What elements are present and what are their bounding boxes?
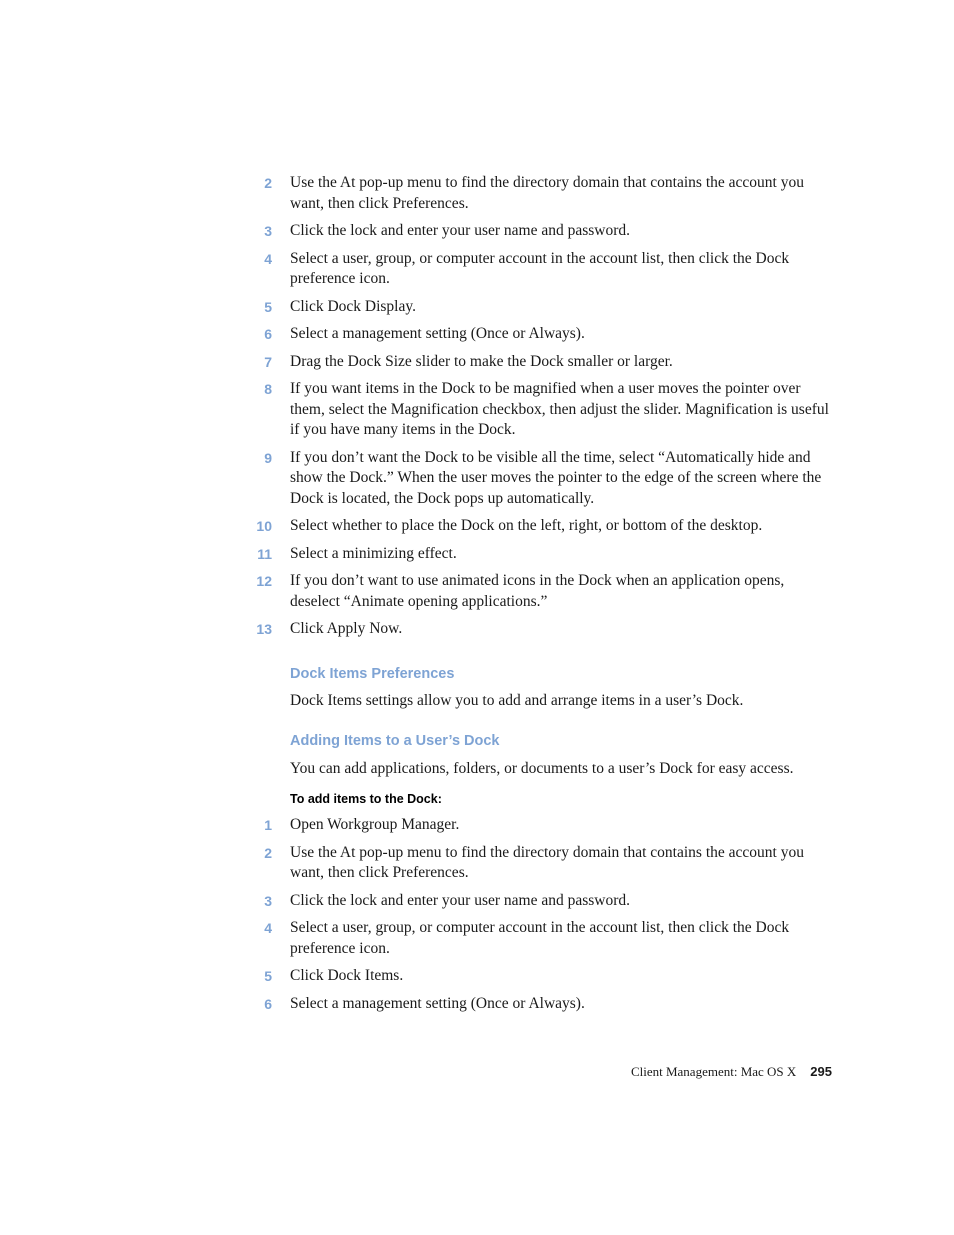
step-number: 2 [264, 844, 272, 861]
step-text: Click Dock Display. [290, 297, 416, 315]
steps-list-dock-display [0, 173, 954, 647]
step-number: 7 [264, 353, 272, 370]
step-text: Click Apply Now. [290, 620, 403, 637]
step-number: 9 [264, 449, 272, 466]
step-number: 3 [264, 223, 272, 239]
step-text: Click the lock and enter your user name and password. [290, 222, 631, 239]
list-item [0, 544, 954, 565]
list-item [0, 352, 954, 373]
list-item [0, 815, 954, 836]
section-body-adding-items: You can add applications, folders, or documents to a user’s Dock for easy access. [290, 760, 794, 777]
step-text: Select a user, group, or computer account in the account list, then click the Dock preference icon. [290, 249, 790, 287]
step-number: 3 [264, 892, 272, 909]
step-number: 2 [264, 175, 272, 191]
section-heading-dock-items-preferences: Dock Items Preferences [290, 666, 455, 682]
page-footer [0, 1063, 832, 1081]
step-text: Select a user, group, or computer account in the account list, then click the Dock preference icon. [290, 919, 790, 957]
footer-title: Client Management: Mac OS X [630, 1064, 797, 1079]
step-number: 8 [264, 381, 272, 397]
list-item [0, 891, 954, 912]
list-item [0, 516, 954, 537]
step-text: Open Workgroup Manager. [290, 816, 460, 833]
step-number: 13 [256, 621, 272, 637]
list-item [0, 619, 954, 640]
step-text: Use the At pop-up menu to find the directory domain that contains the account you want, then click Preferences. [290, 174, 804, 212]
list-item [0, 966, 954, 987]
step-text: Select a minimizing effect. [290, 544, 457, 562]
list-item [0, 249, 954, 290]
list-item [0, 448, 954, 510]
step-number: 6 [264, 326, 272, 342]
step-text: If you don’t want to use animated icons in the Dock when an application opens, deselect “Animate opening applications.” [290, 572, 785, 610]
step-text: Select a management setting (Once or Always). [290, 994, 585, 1012]
list-item [0, 571, 954, 612]
step-number: 6 [264, 995, 272, 1012]
step-text: Select a management setting (Once or Always). [290, 325, 585, 342]
step-text: Drag the Dock Size slider to make the Dock smaller or larger. [290, 352, 673, 370]
list-item [0, 994, 954, 1015]
step-number: 1 [264, 817, 272, 833]
step-number: 11 [257, 545, 272, 562]
list-item [0, 379, 954, 441]
step-text: If you want items in the Dock to be magnified when a user moves the pointer over them, select the Magnification checkbox, then adjust the slider. Magnification is useful if you have many items in the Dock. [290, 380, 829, 438]
list-item [0, 324, 954, 345]
steps-list-dock-items [0, 815, 954, 1021]
step-text: Use the At pop-up menu to find the directory domain that contains the account you want, then click Preferences. [290, 843, 804, 881]
list-item [0, 221, 954, 242]
section-heading-adding-items: Adding Items to a User’s Dock [290, 733, 500, 749]
step-number: 5 [264, 298, 272, 315]
list-item [0, 918, 954, 959]
list-item [0, 297, 954, 318]
step-number: 4 [264, 250, 272, 267]
step-text: Click the lock and enter your user name and password. [290, 891, 631, 909]
step-text: If you don’t want the Dock to be visible all the time, select “Automatically hide and show the Dock.” When the user moves the pointer to the edge of the screen where the Dock is located, the Dock pops up automatically. [290, 448, 822, 507]
list-item [0, 843, 954, 884]
step-text: Click Dock Items. [290, 967, 404, 984]
step-number: 12 [256, 573, 272, 589]
list-item [0, 173, 954, 214]
step-text: Select whether to place the Dock on the left, right, or bottom of the desktop. [290, 517, 763, 534]
section-body-dock-items: Dock Items settings allow you to add and arrange items in a user’s Dock. [290, 692, 744, 709]
task-label: To add items to the Dock: [290, 792, 442, 806]
step-number: 4 [264, 920, 272, 936]
page-number: 295 [810, 1064, 832, 1079]
step-number: 10 [256, 518, 272, 534]
step-number: 5 [264, 968, 272, 984]
